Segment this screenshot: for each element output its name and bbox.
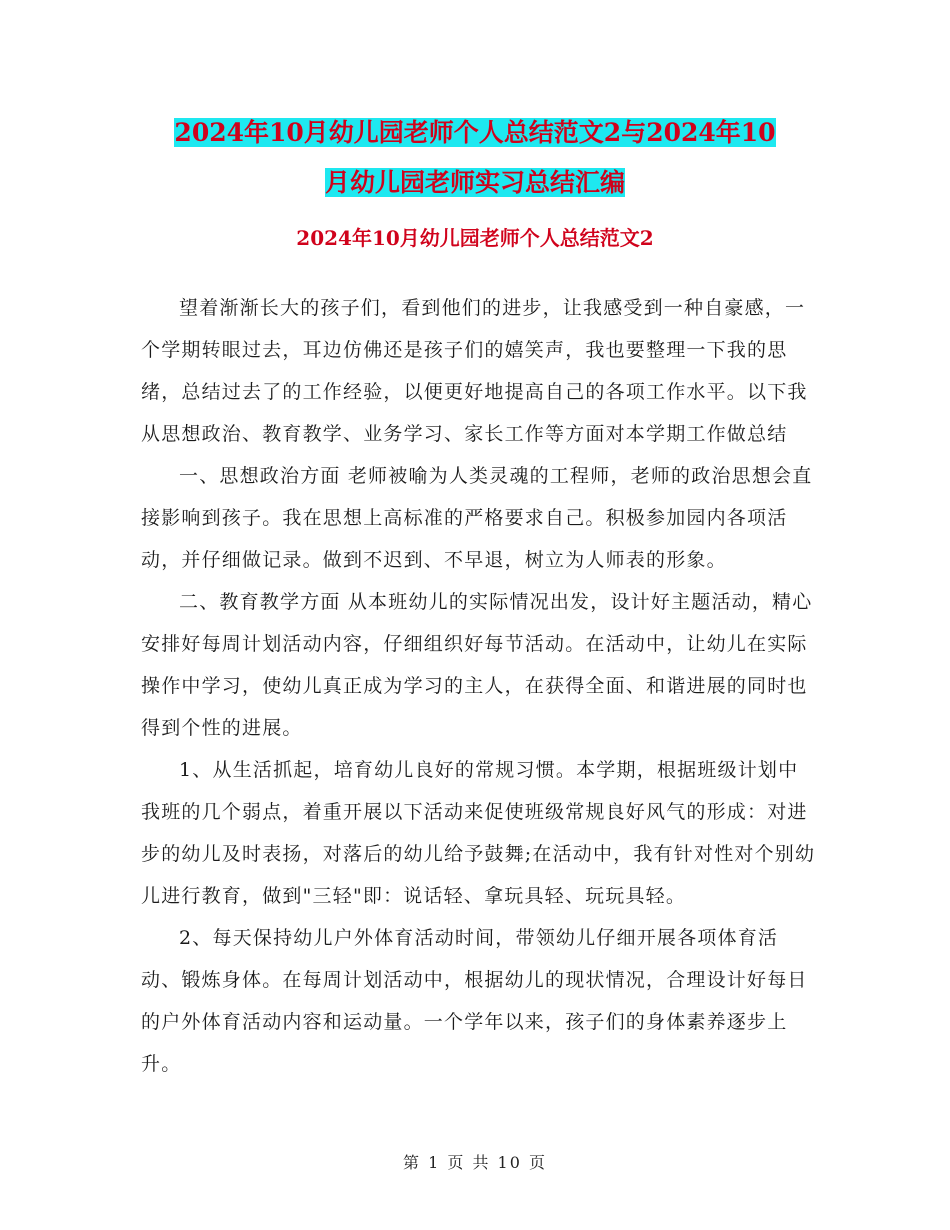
document-body	[141, 287, 816, 1085]
paragraph-political: 一、思想政治方面 老师被喻为人类灵魂的工程师，老师的政治思想会直接影响到孩子。我在思想上高标准的严格要求自己。积极参加园内各项活动，并仔细做记录。做到不迟到、不早退，树立为人师表的形象。	[141, 465, 813, 571]
document-title	[120, 108, 830, 208]
section-title: 2024年10月幼儿园老师个人总结范文2	[296, 226, 654, 250]
page-footer: 第 1 页 共 10 页	[403, 1153, 547, 1172]
paragraph-item-2: 2、每天保持幼儿户外体育活动时间，带领幼儿仔细开展各项体育活动、锻炼身体。在每周计划活动中，根据幼儿的现状情况，合理设计好每日的户外体育活动内容和运动量。一个学年以来，孩子们的身体素养逐步上升。	[141, 927, 808, 1075]
document-title-line-1: 2024年10月幼儿园老师个人总结范文2与2024年10	[174, 118, 776, 147]
paragraph-intro: 望着渐渐长大的孩子们，看到他们的进步，让我感受到一种自豪感，一个学期转眼过去，耳边仿佛还是孩子们的嬉笑声，我也要整理一下我的思绪，总结过去了的工作经验，以便更好地提高自己的各项工作水平。以下我从思想政治、教育教学、业务学习、家长工作等方面对本学期工作做总结	[141, 297, 808, 445]
document-title-line-2: 月幼儿园老师实习总结汇编	[324, 168, 625, 197]
paragraph-item-1: 1、从生活抓起，培育幼儿良好的常规习惯。本学期，根据班级计划中我班的几个弱点，着重开展以下活动来促使班级常规良好风气的形成：对进步的幼儿及时表扬，对落后的幼儿给予鼓舞;在活动中，我有针对性对个别幼儿进行教育，做到"三轻"即：说话轻、拿玩具轻、玩玩具轻。	[141, 759, 816, 907]
paragraph-teaching: 二、教育教学方面 从本班幼儿的实际情况出发，设计好主题活动，精心安排好每周计划活动内容，仔细组织好每节活动。在活动中，让幼儿在实际操作中学习，使幼儿真正成为学习的主人，在获得全面、和谐进展的同时也得到个性的进展。	[141, 591, 813, 739]
